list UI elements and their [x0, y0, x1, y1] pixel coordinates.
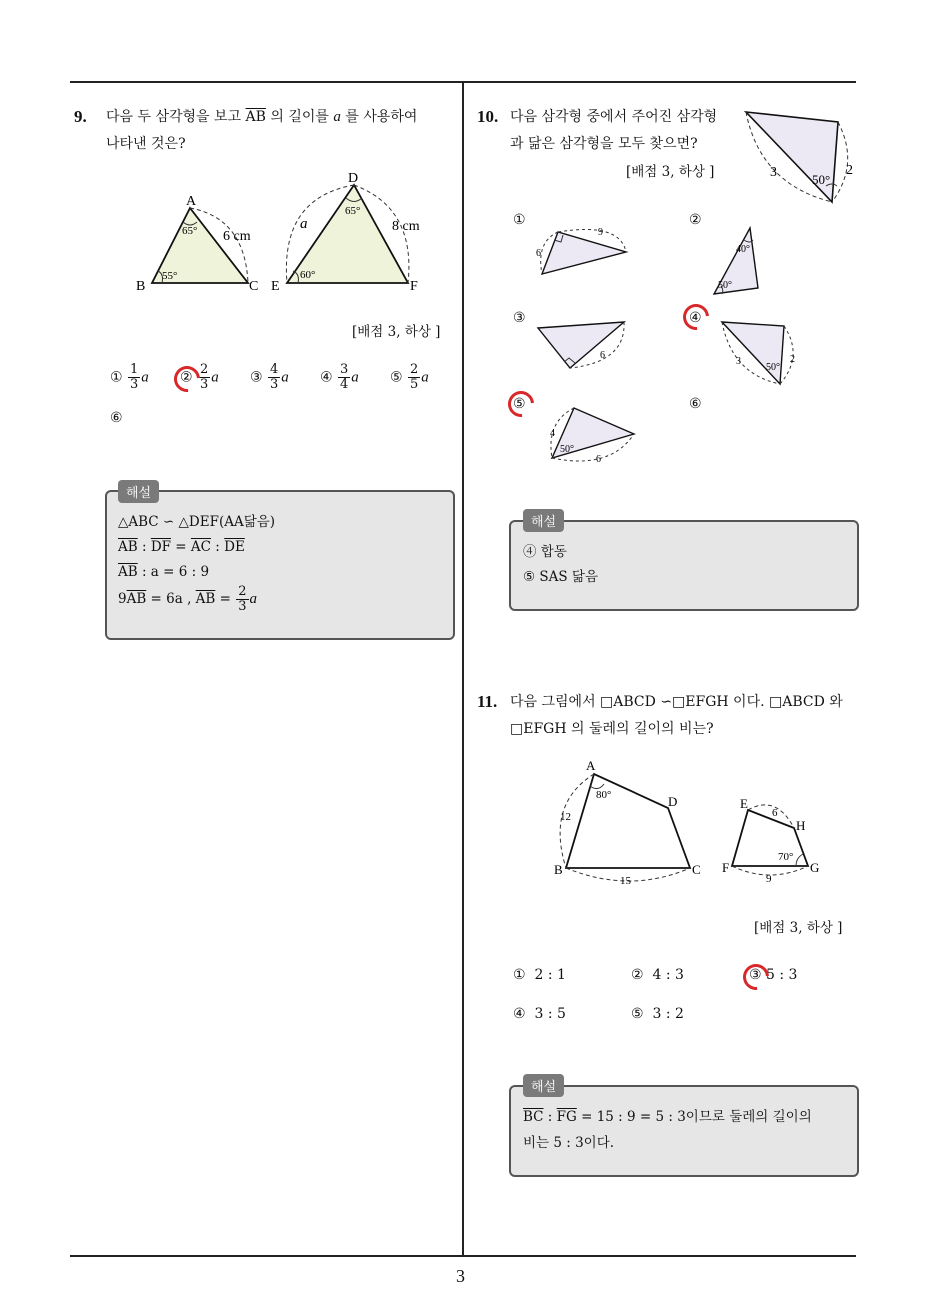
svg-text:A: A	[586, 758, 596, 773]
svg-text:6: 6	[772, 807, 778, 819]
q10-option-6-label[interactable]: ⑥	[689, 396, 702, 412]
q9-text-post: 를 사용하여	[345, 109, 418, 125]
q9-text-mid: 의 길이를	[270, 109, 329, 125]
q10-text-line2: 과 닮은 삼각형을 모두 찾으면?	[510, 136, 698, 152]
q11-quad-abcd	[566, 774, 690, 868]
q9-solution-line3: $\overline{AB}$ : a = 6 : 9	[118, 564, 210, 580]
q9-choice-5[interactable]: ⑤ $\frac{2}{5}$ a	[390, 362, 429, 392]
svg-text:4: 4	[550, 428, 555, 439]
svg-text:G: G	[810, 860, 820, 875]
q9-label-e: E	[271, 279, 280, 294]
q11-score: [배점 3, 하상 ]	[754, 920, 843, 936]
svg-text:C: C	[692, 862, 701, 877]
q10-main-angle: 50°	[812, 172, 831, 187]
q10-option-4-figure	[718, 316, 810, 394]
q9-variable: a	[333, 109, 341, 125]
svg-text:D: D	[668, 794, 678, 809]
q11-text-line1: 다음 그림에서 □ABCD ∽□EFGH 이다. □ABCD 와	[510, 694, 843, 710]
svg-text:50°: 50°	[766, 362, 780, 373]
q11-solution-line1: $\overline{BC}$ : $\overline{FG} = 15$ : 9 = 5 : 3이므로 둘레의 길이의	[523, 1109, 812, 1125]
q9-label-d: D	[348, 171, 359, 186]
q11-text-line2: □EFGH 의 둘레의 길이의 비는?	[510, 721, 714, 737]
q11-choice-5[interactable]: ⑤ 3 : 2	[631, 1006, 684, 1022]
q9-choice-4[interactable]: ④ $\frac{3}{4}$ a	[320, 362, 359, 392]
q9-choice-2[interactable]: ② $\frac{2}{3}$ a	[180, 362, 219, 392]
svg-text:70°: 70°	[778, 851, 794, 863]
svg-text:E: E	[740, 796, 748, 811]
svg-text:80°: 80°	[596, 789, 612, 801]
q11-choice-3[interactable]: ③ 5 : 3	[749, 967, 798, 983]
q11-number: 11.	[477, 692, 498, 711]
q9-solution-line2: $\overline{AB}$ : $\overline{DF} = \overline{AC}$ : $\overline{DE}$	[118, 539, 245, 555]
svg-text:9: 9	[766, 873, 772, 885]
svg-text:12: 12	[560, 811, 571, 823]
q10-solution-line2: ⑤ SAS 닮음	[523, 569, 599, 585]
q10-solution-line1: ④ 합동	[523, 544, 567, 560]
q9-number: 9.	[74, 107, 87, 126]
q10-option-2-label[interactable]: ②	[689, 212, 702, 228]
q9-text-line2: 나타낸 것은?	[106, 136, 186, 152]
q9-angle-a: 65°	[182, 225, 198, 237]
column-divider	[462, 82, 464, 1256]
q9-text-pre: 다음 두 삼각형을 보고	[106, 109, 242, 125]
svg-text:40°: 40°	[736, 244, 750, 255]
svg-text:B: B	[554, 862, 563, 877]
q9-angle-d: 65°	[345, 205, 361, 217]
q10-option-3-label[interactable]: ③	[513, 310, 526, 326]
q10-option-3-figure	[530, 318, 630, 374]
svg-text:50°: 50°	[718, 280, 732, 291]
q11-solution-line2: 비는 5 : 3이다.	[523, 1135, 615, 1151]
q11-answer-mark	[738, 959, 775, 996]
q10-number: 10.	[477, 107, 499, 126]
svg-text:6: 6	[536, 248, 541, 259]
svg-text:H: H	[796, 818, 806, 833]
q10-solution-tag: 해설	[523, 509, 564, 532]
q11-choice-2[interactable]: ② 4 : 3	[631, 967, 684, 983]
svg-text:9: 9	[598, 227, 603, 238]
q10-score: [배점 3, 하상 ]	[626, 164, 715, 180]
q9-solution-tag: 해설	[118, 480, 159, 503]
q9-side-ac: 6 cm	[223, 229, 251, 244]
q10-text-line1: 다음 삼각형 중에서 주어진 삼각형	[510, 109, 718, 125]
q9-side-de: a	[300, 216, 308, 232]
q9-label-f: F	[410, 279, 418, 294]
q10-option-5-label[interactable]: ⑤	[513, 396, 526, 412]
q9-label-b: B	[136, 279, 146, 294]
q9-angle-e: 60°	[300, 269, 316, 281]
q10-option-4-label[interactable]: ④	[689, 310, 702, 326]
q10-option-1-label[interactable]: ①	[513, 212, 526, 228]
q10-option-5-figure	[540, 402, 640, 466]
q9-solution-line1: △ABC ∽ △DEF(AA닮음)	[118, 514, 276, 530]
q10-main-side-right: 2	[846, 163, 853, 178]
q11-figure	[550, 754, 830, 888]
svg-text:50°: 50°	[560, 444, 574, 455]
svg-text:2: 2	[790, 354, 795, 365]
svg-text:15: 15	[620, 875, 631, 887]
q9-choice-3[interactable]: ③ $\frac{4}{3}$ a	[250, 362, 289, 392]
q9-segment: $\overline{AB}$	[245, 109, 266, 125]
q9-label-c: C	[249, 279, 259, 294]
q10-main-side-left: 3	[770, 165, 777, 180]
q9-side-df: 8 cm	[392, 219, 420, 234]
q10-main-figure	[740, 104, 860, 208]
q11-choice-1[interactable]: ① 2 : 1	[513, 967, 566, 983]
q10-option-4-answer-mark	[678, 299, 715, 336]
q11-solution-tag: 해설	[523, 1074, 564, 1097]
q10-option-1-figure	[530, 222, 640, 278]
svg-text:6: 6	[596, 454, 601, 465]
q9-choice-1[interactable]: ① $\frac{1}{3}$ a	[110, 362, 149, 392]
svg-text:F: F	[722, 860, 730, 875]
svg-text:6: 6	[600, 350, 605, 361]
q9-text-line1	[106, 104, 417, 131]
q9-figure	[130, 168, 430, 296]
q9-choice-6[interactable]: ⑥	[110, 410, 123, 426]
page-number: 3	[456, 1266, 465, 1286]
q9-angle-b: 55°	[162, 270, 178, 282]
svg-text:3: 3	[736, 356, 741, 367]
q10-option-2-figure	[706, 224, 776, 300]
q9-solution-line4: $9\overline{AB} = 6a$ , $\overline{AB}$ = $\frac{2}{3}$ a	[118, 584, 258, 614]
q9-score: [배점 3, 하상 ]	[352, 324, 441, 340]
q11-choice-4[interactable]: ④ 3 : 5	[513, 1006, 566, 1022]
q10-option-5-answer-mark	[503, 386, 540, 423]
q9-label-a: A	[186, 194, 197, 209]
